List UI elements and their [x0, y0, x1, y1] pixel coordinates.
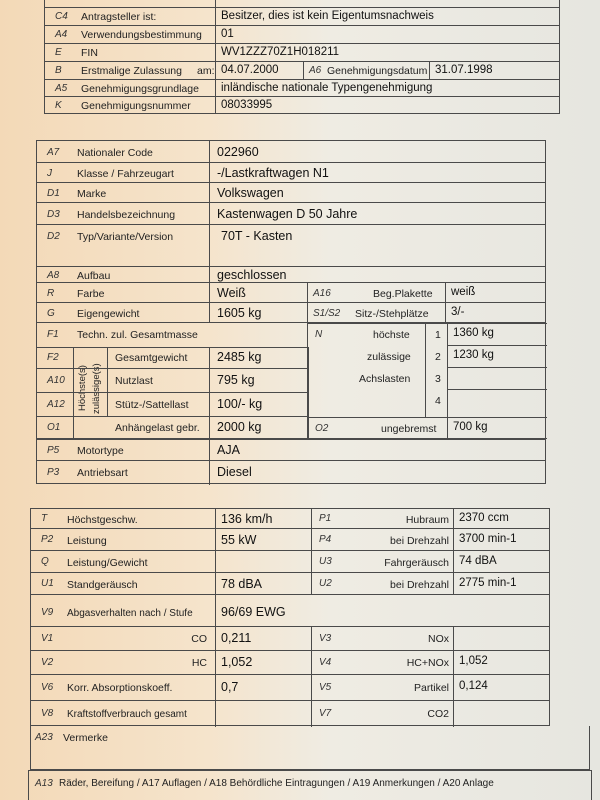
row-a4: A4 Verwendungsbestimmung 01 [45, 26, 559, 44]
power-value: 55 kW [221, 533, 257, 547]
remarks-box: A23 Vermerke [30, 726, 590, 770]
row-k: K Genehmigungsnummer 08033995 [55, 99, 273, 112]
footer-box: A13 Räder, Bereifung / A17 Auflagen / A18 Behördliche Eintragungen / A19 Anmerkungen / A20 Anlage [28, 770, 592, 800]
axle-1-load: 1360 kg [453, 327, 494, 339]
axle-2-load: 1230 kg [453, 349, 494, 361]
registration-section-1 [44, 0, 560, 114]
registration-section-2: A7 Nationaler Code 022960 J Klasse / Fahrzeugart -/Lastkraftwagen N1 D1 Marke Volkswagen D3 Handelsbezeichnung Kastenwagen D 50 Jahre D2 Typ/Variante/Version 70T - Kasten A8 Aufbau geschlossen R Farbe Weiß A16 Beg.Plakette weiß G Eigengewicht 1605 kg S1/S2 Sitz-/Stehplätze 3/- F1 Techn. zul. Gesamtmasse Höchste(s) zulässige(s) F2 Gesamtgewicht 2485 kg A10 Nutzlast 795 kg A12 Stütz-/Sattellast 100/- kg O1 Anhängelast gebr. 2000 kg N höchste zulässige Achslasten 1 2 3 4 1360 kg 1230 kg O2 ungebremst 700 kg P5 Motortype AJA P3 Antriebsart Diesel [36, 140, 546, 484]
approval-date: 31.07.1998 [435, 64, 493, 76]
make-value: Volkswagen [217, 186, 284, 200]
national-code-value: 022960 [217, 145, 259, 159]
drive-type-value: Diesel [217, 465, 252, 479]
row-a5: A5 Genehmigungsgrundlage inländische nationale Typengenehmigung [45, 80, 559, 97]
row-e: E FIN WV1ZZZ70Z1H018211 [45, 44, 559, 62]
row-b: B Erstmalige Zulassung am: 04.07.2000 A6 Genehmigungsdatum 31.07.1998 [45, 62, 559, 80]
gross-weight-value: 2485 kg [217, 350, 262, 364]
empty-weight-value: 1605 kg [217, 306, 262, 320]
row-c4: C4 Antragsteller ist: Besitzer, dies ist kein Eigentumsnachweis [45, 8, 559, 26]
rotated-label-hoechste: Höchste(s) [77, 365, 88, 411]
rotated-label-zulaessige: zulässige(s) [91, 363, 102, 414]
first-registration-date: 04.07.2000 [221, 64, 279, 76]
applicant-value: Besitzer, dies ist kein Eigentumsnachweis [221, 10, 434, 22]
vin-value: WV1ZZZ70Z1H018211 [221, 46, 340, 58]
engine-type-value: AJA [217, 443, 240, 457]
registration-section-3: T Höchstgeschw. 136 km/h P1 Hubraum 2370 ccm P2 Leistung 55 kW P4 bei Drehzahl 3700 min-1 Q Leistung/Gewicht U3 Fahrgeräusch 74 dBA U1 Standgeräusch 78 dBA U2 bei Drehzahl 2775 min-1 V9 Abgasverhalten nach / Stufe 96/69 EWG V1 CO 0,211 V3 NOx V2 HC 1,052 V4 HC+NOx 1,052 V6 Korr. Absorptionskoeff. 0,7 V5 Partikel 0,124 V8 Kraftstoffverbrauch gesamt V7 CO2 [30, 508, 550, 726]
emission-standard-value: 96/69 EWG [221, 605, 286, 619]
top-speed-value: 136 km/h [221, 512, 273, 526]
